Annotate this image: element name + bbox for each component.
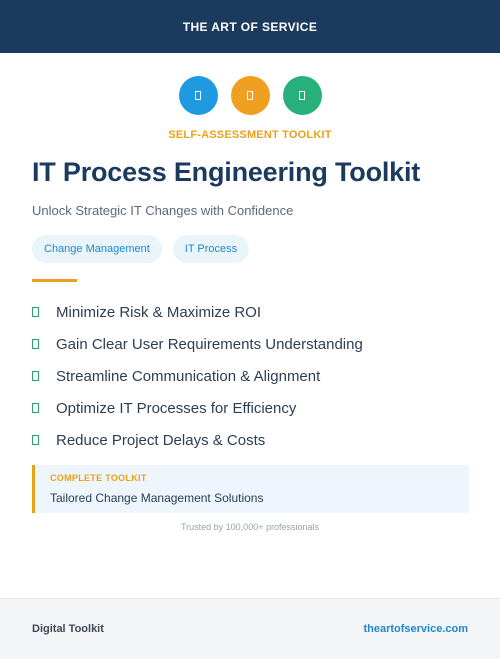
check-icon bbox=[32, 371, 39, 381]
document-icon bbox=[179, 76, 218, 115]
check-icon bbox=[32, 339, 39, 349]
benefit-text: Minimize Risk & Maximize ROI bbox=[56, 303, 262, 321]
brand-name: THE ART OF SERVICE bbox=[182, 19, 318, 34]
check-icon bbox=[32, 435, 39, 445]
toolkit-callout bbox=[32, 465, 469, 513]
benefit-item bbox=[32, 360, 363, 392]
benefit-text: Optimize IT Processes for Efficiency bbox=[56, 399, 297, 417]
benefit-item bbox=[32, 392, 363, 424]
subtitle: Unlock Strategic IT Changes with Confidence bbox=[32, 203, 294, 218]
footer-label: Digital Toolkit bbox=[32, 623, 104, 635]
check-icon bbox=[32, 307, 39, 317]
benefit-text: Reduce Project Delays & Costs bbox=[56, 431, 266, 449]
benefit-text: Streamline Communication & Alignment bbox=[56, 367, 321, 385]
benefit-item bbox=[32, 296, 363, 328]
accent-divider bbox=[32, 279, 77, 282]
callout-label: COMPLETE TOOLKIT bbox=[50, 473, 147, 483]
tag-change-management[interactable]: Change Management bbox=[32, 235, 162, 263]
footer bbox=[0, 598, 500, 659]
trust-note: Trusted by 100,000+ professionals bbox=[180, 522, 319, 532]
top-banner bbox=[0, 0, 500, 53]
benefit-item bbox=[32, 328, 363, 360]
page-title: IT Process Engineering Toolkit bbox=[32, 157, 421, 187]
benefit-text: Gain Clear User Requirements Understanding bbox=[56, 335, 363, 353]
checklist-icon bbox=[283, 76, 322, 115]
benefit-list bbox=[32, 296, 363, 456]
callout-text: Tailored Change Management Solutions bbox=[50, 491, 264, 505]
check-icon bbox=[32, 403, 39, 413]
website-link[interactable]: theartofservice.com bbox=[363, 623, 468, 635]
tag-list bbox=[32, 235, 249, 263]
clipboard-icon bbox=[231, 76, 270, 115]
benefit-item bbox=[32, 424, 363, 456]
icon-row bbox=[0, 76, 500, 115]
kicker-label: SELF-ASSESSMENT TOOLKIT bbox=[168, 129, 332, 141]
tag-it-process[interactable]: IT Process bbox=[173, 235, 249, 263]
